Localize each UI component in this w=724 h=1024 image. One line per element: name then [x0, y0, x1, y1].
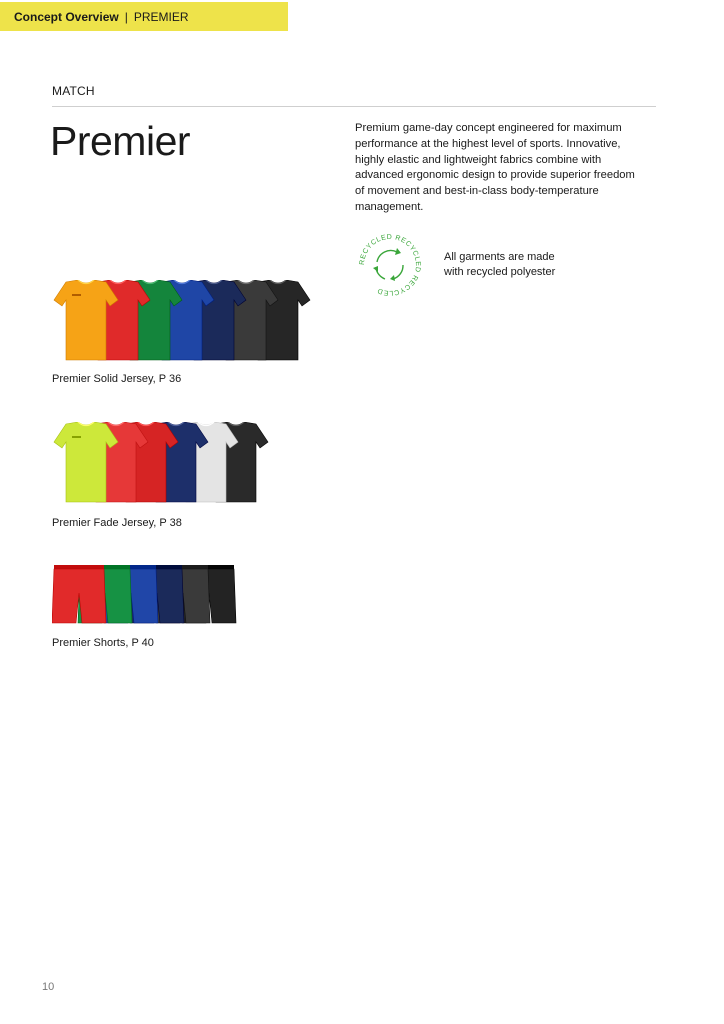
page-number: 10: [42, 981, 55, 993]
product-caption-solid-jersey: Premier Solid Jersey, P 36: [52, 373, 182, 385]
svg-text:RECYCLED RECYCLED RECYCLED: [359, 234, 421, 296]
recycled-note-line1: All garments are made: [444, 251, 555, 263]
product-image-fade-jersey: [52, 422, 282, 504]
recycled-badge: [357, 232, 423, 298]
header-concept: PREMIER: [133, 9, 189, 24]
product-image-solid-jersey: [52, 280, 312, 362]
section-label: MATCH: [52, 84, 95, 98]
product-image-shorts: [52, 563, 242, 625]
page-title: Premier: [50, 118, 191, 164]
header-separator: |: [124, 9, 128, 24]
divider: [52, 106, 656, 107]
header-section: Concept Overview: [14, 9, 119, 24]
concept-description: Premium game-day concept engineered for maximum performance at the highest level of sports. Innovative, highly elastic and lightweight fabrics combine with advanced ergonomic design to provide superior freedom of movement and best-in-class body-temperature management.: [355, 122, 635, 213]
recycle-icon: [357, 232, 423, 298]
product-caption-fade-jersey: Premier Fade Jersey, P 38: [52, 517, 182, 529]
recycled-badge-text: RECYCLED RECYCLED RECYCLED: [358, 233, 422, 297]
recycled-note: [444, 250, 604, 280]
product-caption-shorts: Premier Shorts, P 40: [52, 637, 154, 649]
recycled-note-line2: with recycled polyester: [444, 266, 556, 278]
header-tab: [0, 2, 288, 31]
